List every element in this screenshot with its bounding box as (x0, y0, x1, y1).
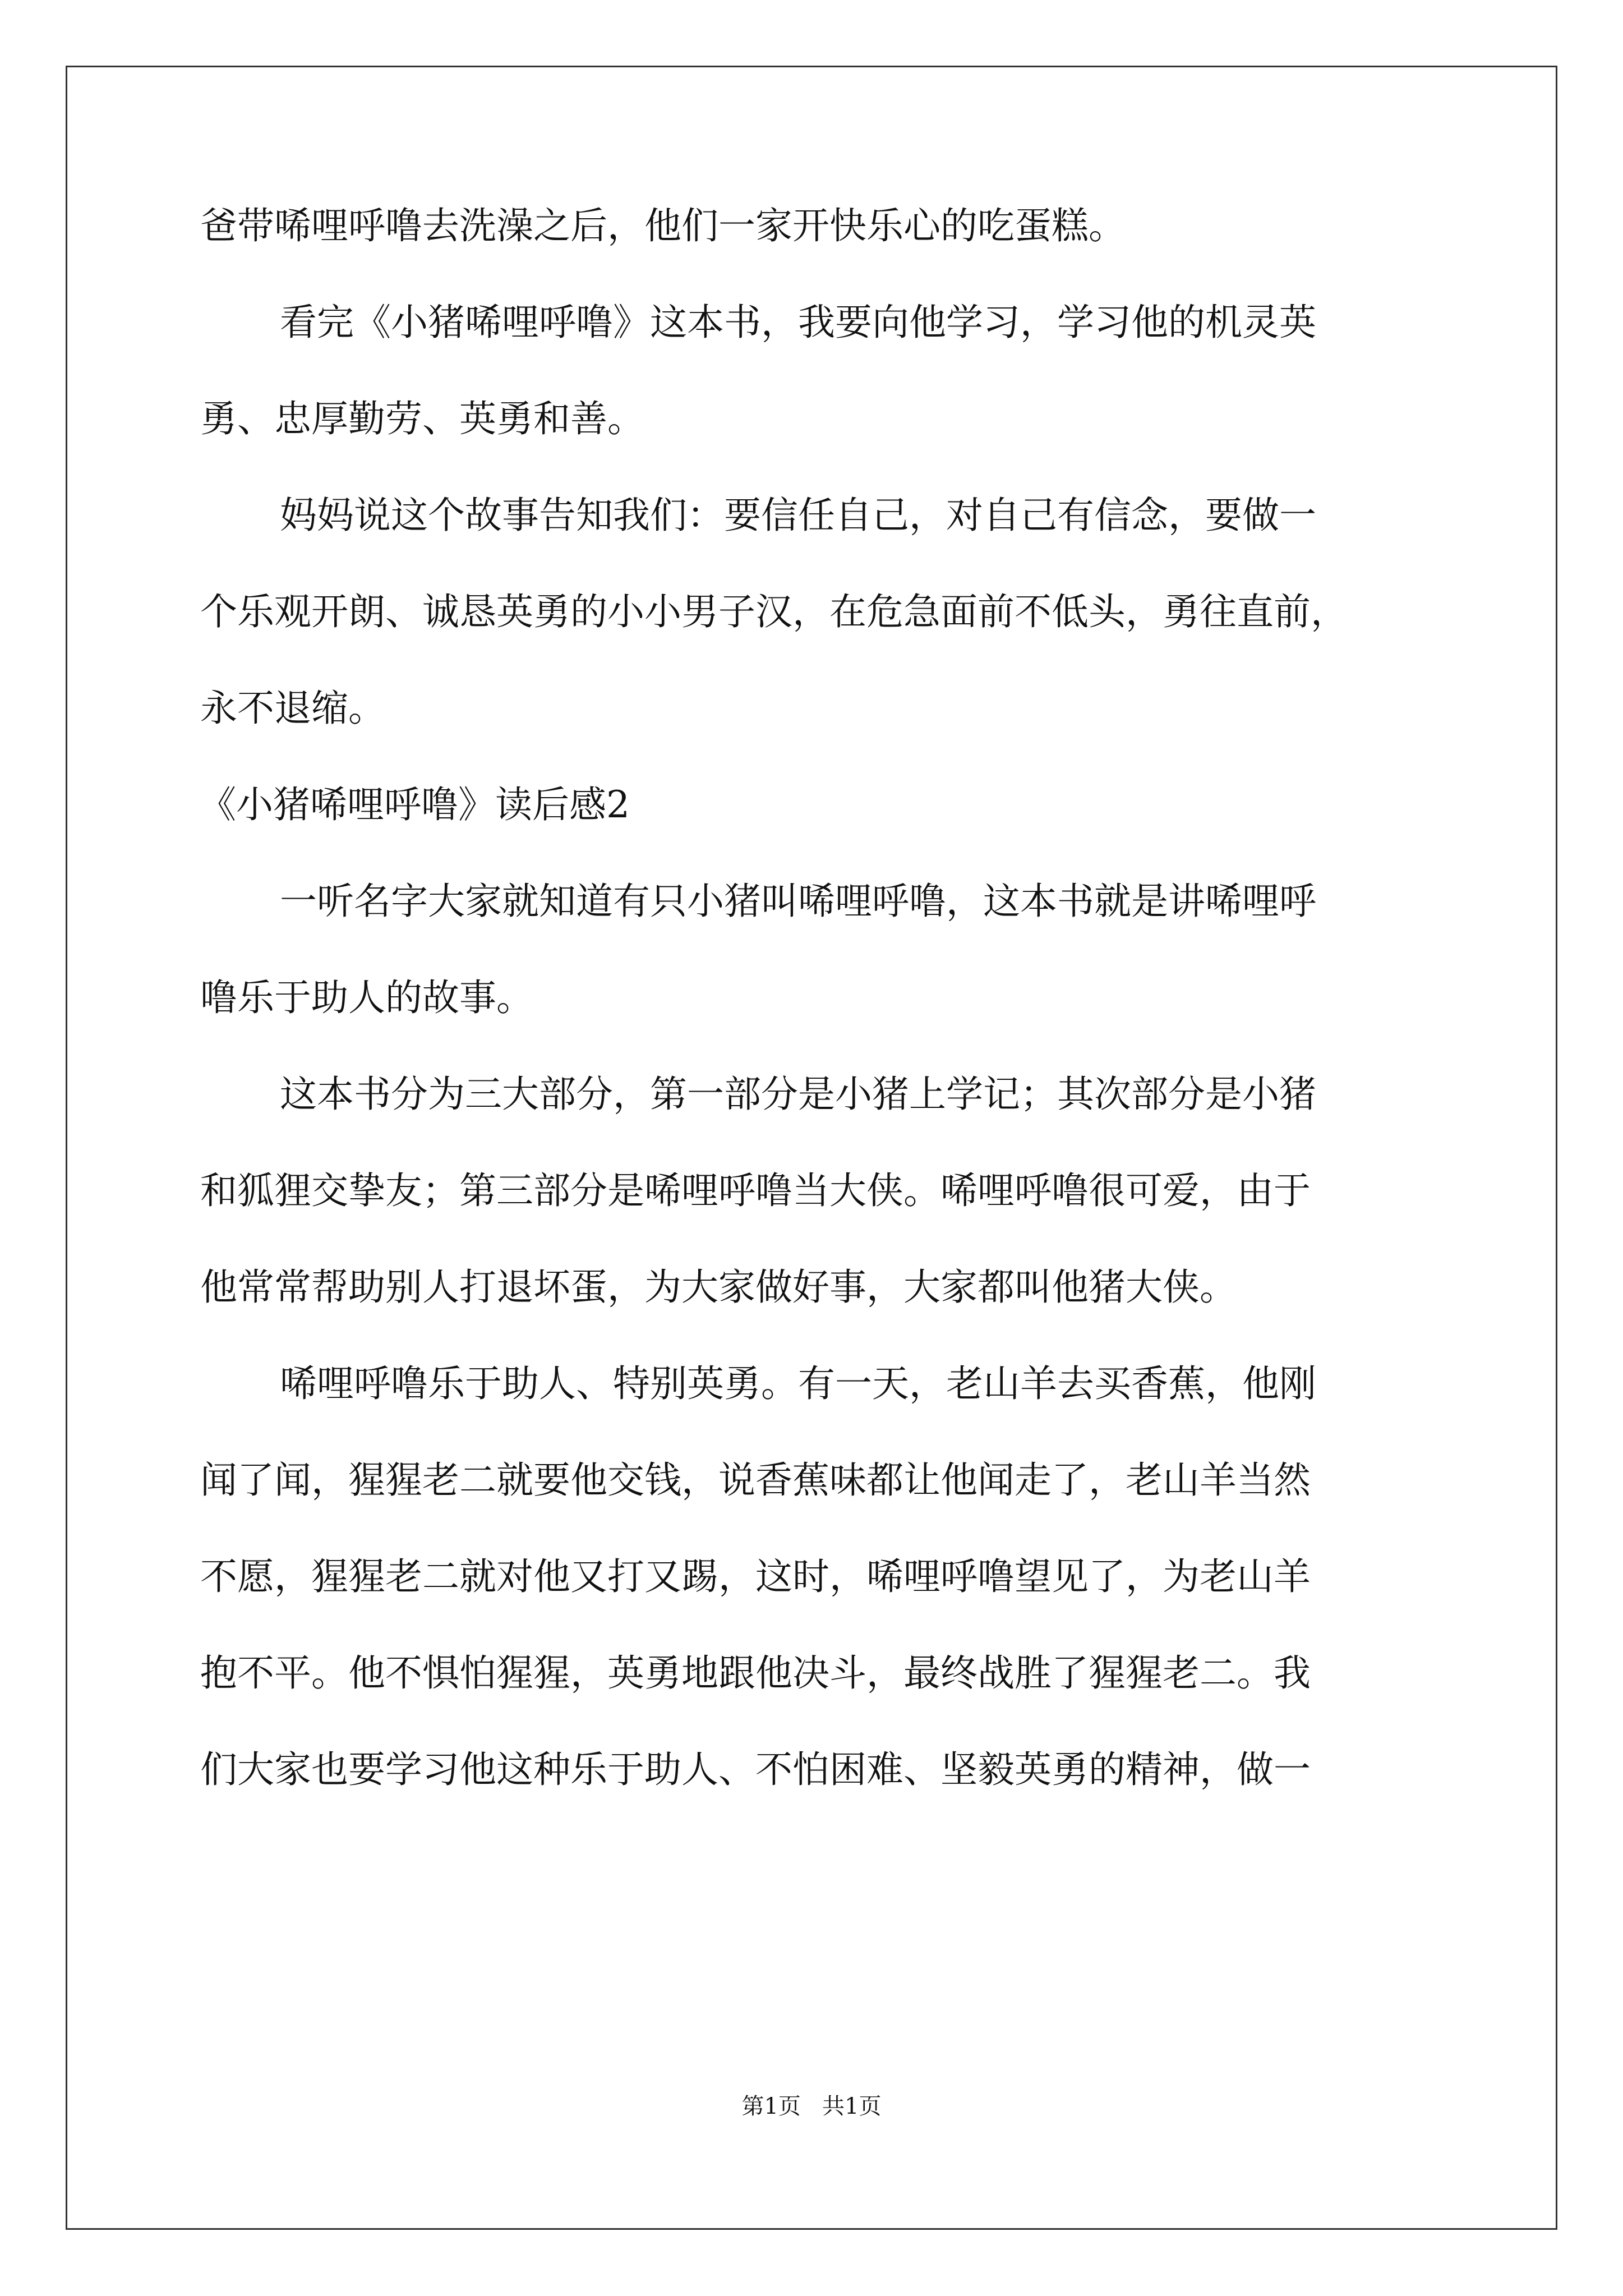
paragraph-line: 妈妈说这个故事告知我们：要信任自己，对自己有信念，要做一 (280, 494, 1316, 537)
paragraph-line: 看完《小猪唏哩呼噜》这本书，我要向他学习，学习他的机灵英 (280, 301, 1316, 344)
text-line: 闻了闻，猩猩老二就要他交钱，说香蕉味都让他闻走了，老山羊当然 (200, 1458, 1311, 1502)
section-heading: 《小猪唏哩呼噜》读后感2 (199, 783, 630, 826)
text-line: 噜乐于助人的故事。 (200, 976, 533, 1019)
text-line: 抱不平。他不惧怕猩猩，英勇地跟他决斗，最终战胜了猩猩老二。我 (200, 1651, 1311, 1695)
page-border (66, 66, 1557, 2230)
text-line: 勇、忠厚勤劳、英勇和善。 (200, 397, 644, 440)
paragraph-line: 唏哩呼噜乐于助人、特别英勇。有一天，老山羊去买香蕉，他刚 (280, 1362, 1316, 1405)
text-line: 们大家也要学习他这种乐于助人、不怕困难、坚毅英勇的精神，做一 (200, 1748, 1311, 1791)
text-line: 他常常帮助别人打退坏蛋，为大家做好事，大家都叫他猪大侠。 (200, 1266, 1237, 1309)
text-line: 爸带唏哩呼噜去洗澡之后，他们一家开快乐心的吃蛋糕。 (200, 204, 1126, 247)
paragraph-line: 一听名字大家就知道有只小猪叫唏哩呼噜，这本书就是讲唏哩呼 (280, 880, 1316, 923)
text-line: 不愿，猩猩老二就对他又打又踢，这时，唏哩呼噜望见了，为老山羊 (200, 1555, 1311, 1598)
page-footer: 第1页 共1页 (741, 2093, 882, 2119)
text-line: 永不退缩。 (200, 687, 385, 730)
paragraph-line: 这本书分为三大部分，第一部分是小猪上学记；其次部分是小猪 (280, 1073, 1316, 1116)
text-line: 个乐观开朗、诚恳英勇的小小男子汉，在危急面前不低头，勇往直前， (200, 590, 1348, 633)
text-line: 和狐狸交挚友；第三部分是唏哩呼噜当大侠。唏哩呼噜很可爱，由于 (200, 1169, 1311, 1212)
